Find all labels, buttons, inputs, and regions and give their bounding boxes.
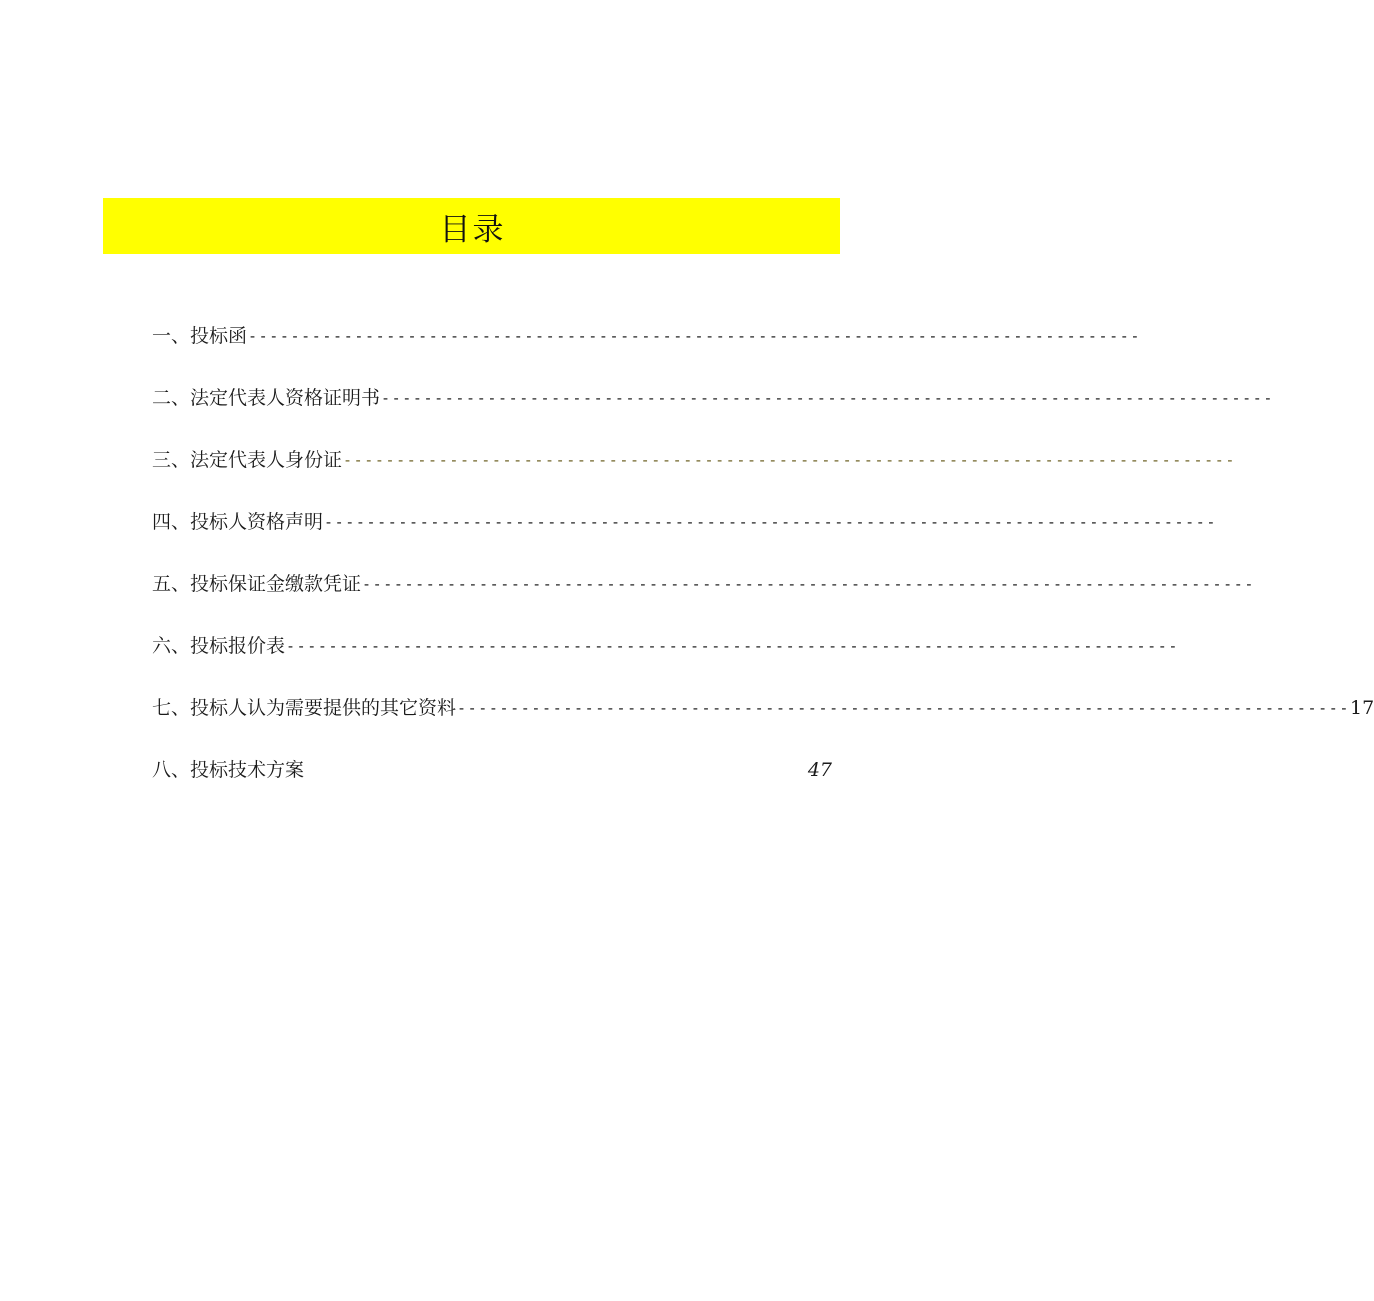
toc-entry-3[interactable] (152, 429, 1236, 491)
toc-title-banner (103, 198, 840, 254)
toc-leader-dashes: ------------------------------------------------------------------------------------ (381, 389, 1274, 407)
toc-entry-label: 二、法定代表人资格证明书 (152, 387, 381, 409)
toc-entry-label: 三、法定代表人身份证 (152, 449, 343, 471)
toc-entry-7[interactable] (152, 677, 1374, 739)
toc-entry-2[interactable] (152, 367, 1274, 429)
toc-entry-label: 六、投标报价表 (152, 635, 286, 657)
toc-entry-label: 五、投标保证金缴款凭证 (152, 573, 362, 595)
toc-leader-dashes: ------------------------------------------------------------------------------------ (248, 327, 1141, 345)
toc-leader-dashes: ------------------------------------------------------------------------------------ (324, 513, 1217, 531)
toc-entry-5[interactable] (152, 553, 1255, 615)
toc-entry-6[interactable] (152, 615, 1179, 677)
toc-page-number: 17 (1350, 697, 1374, 719)
toc-leader-dashes: ------------------------------------------------------------------------------------ (362, 575, 1255, 593)
toc-entry-4[interactable] (152, 491, 1217, 553)
toc-entry-8[interactable] (152, 739, 832, 801)
table-of-contents (152, 305, 1374, 801)
toc-entry-1[interactable] (152, 305, 1141, 367)
toc-entry-label: 四、投标人资格声明 (152, 511, 324, 533)
toc-page-number: 47 (807, 759, 832, 781)
page-title: 目录 (439, 211, 506, 248)
toc-entry-label: 七、投标人认为需要提供的其它资料 (152, 697, 457, 719)
toc-leader-dashes: ------------------------------------------------------------------------------------ (343, 451, 1236, 469)
toc-entry-label: 一、投标函 (152, 325, 248, 347)
toc-leader-dashes: ------------------------------------------------------------------------------------ (286, 637, 1179, 655)
toc-entry-label: 八、投标技术方案 (152, 759, 305, 781)
toc-leader-dashes: ------------------------------------------------------------------------------------ (457, 699, 1350, 717)
